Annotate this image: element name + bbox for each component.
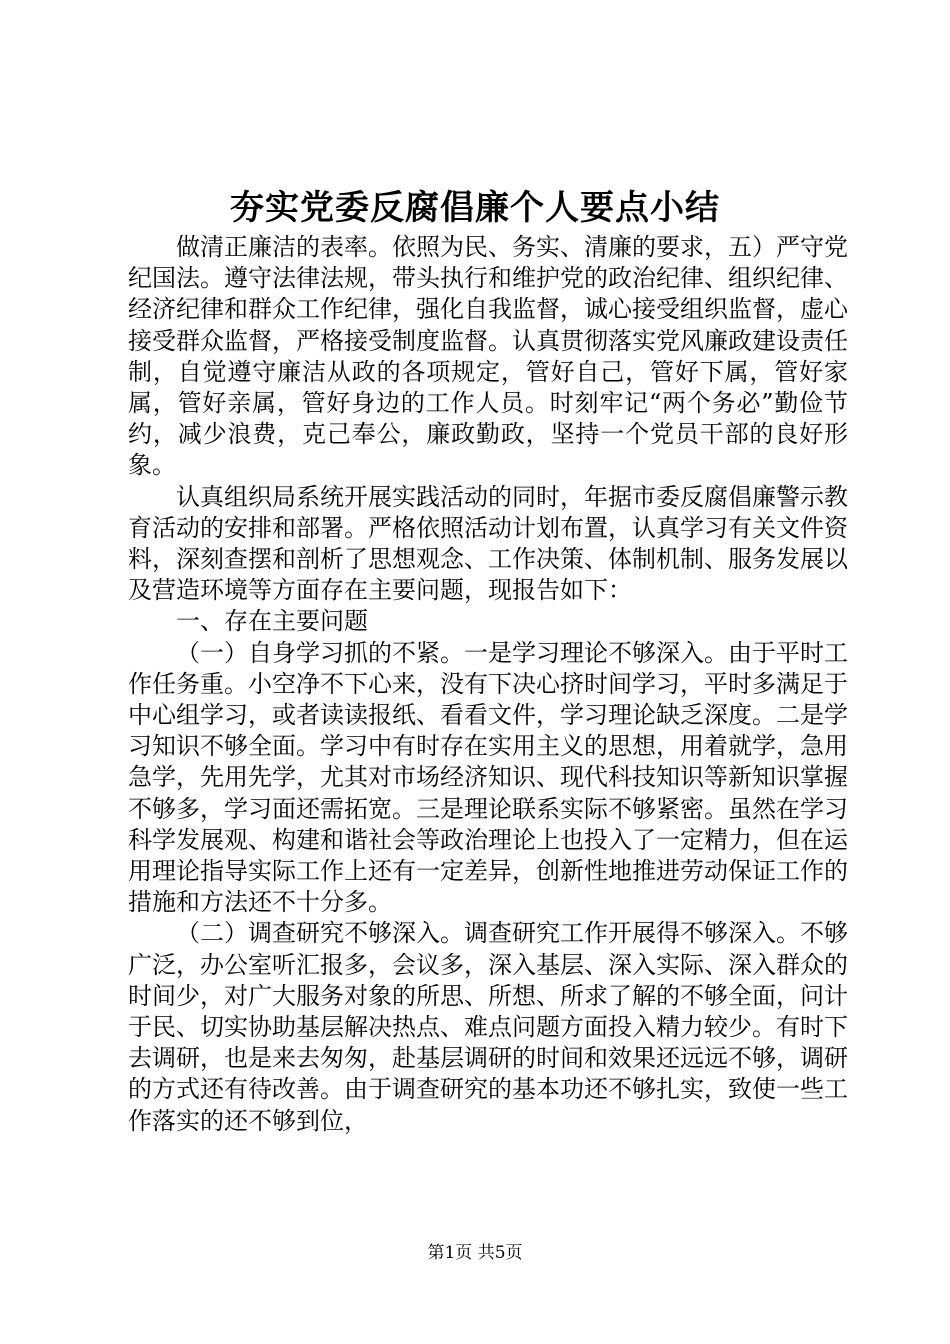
paragraph-2: 认真组织局系统开展实践活动的同时，年据市委反腐倡廉警示教育活动的安排和部署。严格依照活动计划布置，认真学习有关文件资料，深刻查摆和剖析了思想观念、工作决策、体制机制、服务发展以及营造环境等方面存在主要问题，现报告如下： bbox=[128, 482, 848, 605]
page-footer: 第1页 共5页 bbox=[427, 1243, 523, 1263]
paragraph-4: （二）调查研究不够深入。调查研究工作开展得不够深入。不够广泛，办公室听汇报多，会议多，深入基层、深入实际、深入群众的时间少，对广大服务对象的所思、所想、所求了解的不够全面，问计于民、切实协助基层解决热点、难点问题方面投入精力较少。有时下去调研，也是来去匆匆，赴基层调研的时间和效果还远远不够，调研的方式还有待改善。由于调查研究的基本功还不够扎实，致使一些工作落实的还不够到位， bbox=[128, 919, 848, 1135]
paragraph-1: 做清正廉洁的表率。依照为民、务实、清廉的要求，五）严守党纪国法。遵守法律法规，带头执行和维护党的政治纪律、组织纪律、经济纪律和群众工作纪律，强化自我监督，诚心接受组织监督，虚心接受群众监督，严格接受制度监督。认真贯彻落实党风廉政建设责任制，自觉遵守廉洁从政的各项规定，管好自己，管好下属，管好家属，管好亲属，管好身边的工作人员。时刻牢记“两个务必”勤俭节约，减少浪费，克己奉公，廉政勤政，坚持一个党员干部的良好形象。 bbox=[128, 233, 848, 480]
document-title: 夯实党委反腐倡廉个人要点小结 bbox=[230, 188, 720, 228]
paragraph-3: （一）自身学习抓的不紧。一是学习理论不够深入。由于平时工作任务重。小空净不下心来，没有下决心挤时间学习，平时多满足于中心组学习，或者读读报纸、看看文件，学习理论缺乏深度。二是学习知识不够全面。学习中有时存在实用主义的思想，用着就学，急用急学，先用先学，尤其对市场经济知识、现代科技知识等新知识掌握不够多，学习面还需拓宽。三是理论联系实际不够紧密。虽然在学习科学发展观、构建和谐社会等政治理论上也投入了一定精力，但在运用理论指导实际工作上还有一定差异，创新性地推进劳动保证工作的措施和方法还不十分多。 bbox=[128, 638, 848, 917]
section-heading: 一、存在主要问题 bbox=[176, 607, 368, 636]
document-body bbox=[128, 232, 848, 1137]
